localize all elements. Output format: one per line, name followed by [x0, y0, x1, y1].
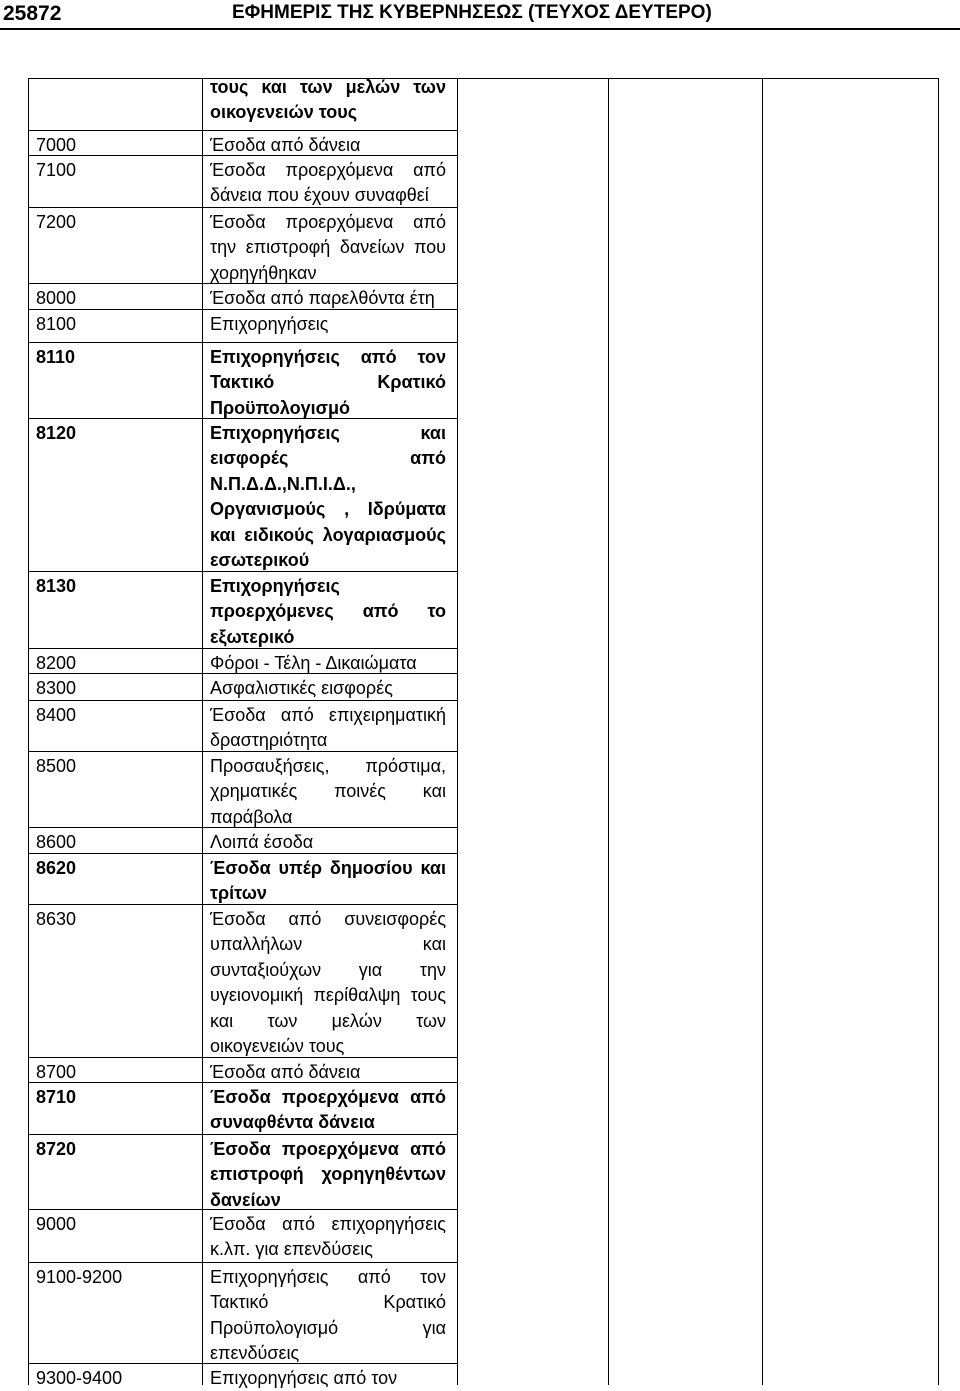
table-row — [28, 907, 458, 1057]
row-separator — [28, 207, 458, 208]
row-separator — [28, 1363, 458, 1364]
row-description: Έσοδα από δάνεια — [210, 135, 361, 155]
table-row — [28, 676, 458, 700]
table-row — [28, 312, 458, 335]
row-code: 8120 — [36, 423, 77, 443]
table-row — [28, 651, 458, 673]
row-description: Ασφαλιστικές εισφορές — [210, 678, 393, 698]
table-row — [28, 1212, 458, 1262]
row-separator — [28, 1262, 458, 1263]
row-description: Έσοδα από παρελθόντα έτη — [210, 288, 435, 308]
table-row — [28, 158, 458, 207]
table-row — [28, 830, 458, 853]
row-description: Επιχορηγήσεις προερχόμενες από το εξωτερικό — [210, 576, 446, 647]
column-divider-3 — [608, 78, 609, 1385]
row-code: 8700 — [36, 1062, 77, 1082]
row-description: Έσοδα προερχόμενα από συναφθέντα δάνεια — [210, 1087, 446, 1133]
row-code: 9100-9200 — [36, 1267, 123, 1287]
row-separator — [28, 853, 458, 854]
row-code: 7100 — [36, 160, 77, 180]
row-code: 8710 — [36, 1087, 77, 1107]
row-separator — [28, 904, 458, 905]
row-description: Έσοδα προερχόμενα από επιστροφή χορηγηθέντων δανείων — [210, 1139, 446, 1210]
row-code: 8200 — [36, 653, 77, 673]
row-separator — [28, 342, 458, 343]
table-row — [28, 703, 458, 751]
row-description: Επιχορηγήσεις από τον Τακτικό Κρατικό Προϋπολογισμό — [210, 347, 446, 418]
header-divider — [0, 28, 960, 30]
row-separator — [28, 700, 458, 701]
row-description: Επιχορηγήσεις από τον — [210, 1368, 398, 1388]
row-code: 8000 — [36, 288, 77, 308]
table-row — [28, 754, 458, 827]
row-separator — [28, 571, 458, 572]
row-description: Επιχορηγήσεις — [210, 314, 329, 334]
table-row — [28, 421, 458, 571]
table-row — [28, 1085, 458, 1134]
row-description: Φόροι - Τέλη - Δικαιώματα — [210, 653, 417, 673]
row-code: 9000 — [36, 1214, 77, 1234]
row-description: Λοιπά έσοδα — [210, 832, 314, 852]
row-separator — [28, 155, 458, 156]
row-code: 8130 — [36, 576, 77, 596]
table-row — [28, 345, 458, 418]
row-separator — [28, 1134, 458, 1135]
row-description: Επιχορηγήσεις από τον Τακτικό Κρατικό Προϋπολογισμό για επενδύσεις — [210, 1267, 446, 1364]
table-row — [28, 1060, 458, 1082]
row-separator — [28, 1082, 458, 1083]
row-code: 8630 — [36, 909, 77, 929]
row-description: Έσοδα προερχόμενα από δάνεια που έχουν συναφθεί — [210, 160, 446, 206]
row-description: Επιχορηγήσεις και εισφορές από Ν.Π.Δ.Δ.,Ν.Π.Ι.Δ., Οργανισμούς , Ιδρύματα και ειδικούς λογαριασμούς εσωτερικού — [210, 423, 446, 571]
table-row — [28, 1137, 458, 1209]
table-row — [28, 1366, 458, 1388]
row-separator — [28, 648, 458, 649]
row-separator — [28, 827, 458, 828]
row-description: Έσοδα προερχόμενα από την επιστροφή δανείων που χορηγήθηκαν — [210, 212, 446, 283]
row-separator — [28, 309, 458, 310]
row-code: 8100 — [36, 314, 77, 334]
table-row — [28, 574, 458, 648]
page-number: 25872 — [3, 2, 62, 25]
row-code: 7200 — [36, 212, 77, 232]
row-separator — [28, 283, 458, 284]
row-code: 8720 — [36, 1139, 77, 1159]
continuation-text: τους και των μελών των οικογενειών τους — [210, 77, 446, 123]
row-separator — [28, 1209, 458, 1210]
row-separator — [28, 418, 458, 419]
column-divider-4 — [762, 78, 763, 1385]
row-code: 9300-9400 — [36, 1368, 123, 1388]
row-description: Έσοδα από δάνεια — [210, 1062, 361, 1082]
table-row — [28, 133, 458, 155]
row-code: 8500 — [36, 756, 77, 776]
table-right-border — [938, 78, 939, 1385]
row-code: 8400 — [36, 705, 77, 725]
row-code: 7000 — [36, 135, 77, 155]
continuation-row — [28, 78, 458, 130]
row-separator — [28, 673, 458, 674]
row-code: 8110 — [36, 347, 76, 367]
row-description: Προσαυξήσεις, πρόστιμα, χρηματικές ποινές και παράβολα — [210, 756, 446, 827]
row-separator — [28, 130, 458, 131]
page-header — [0, 0, 960, 30]
table-row — [28, 856, 458, 904]
row-separator — [28, 1057, 458, 1058]
journal-title: ΕΦΗΜΕΡΙΣ ΤΗΣ ΚΥΒΕΡΝΗΣΕΩΣ (ΤΕΥΧΟΣ ΔΕΥΤΕΡΟ) — [232, 2, 712, 23]
row-description: Έσοδα από συνεισφορές υπαλλήλων και συνταξιούχων για την υγειονομική περίθαλψη τους και των μελών των οικογενειών τους — [210, 909, 446, 1057]
table-row — [28, 210, 458, 283]
row-description: Έσοδα από επιχειρηματική δραστηριότητα — [210, 705, 446, 751]
table-row — [28, 1265, 458, 1363]
row-code: 8600 — [36, 832, 77, 852]
row-separator — [28, 751, 458, 752]
table-row — [28, 286, 458, 309]
row-description: Έσοδα υπέρ δημοσίου και τρίτων — [210, 858, 446, 904]
row-code: 8300 — [36, 678, 77, 698]
row-code: 8620 — [36, 858, 77, 878]
revenue-codes-table — [28, 77, 943, 1388]
row-description: Έσοδα από επιχορηγήσεις κ.λπ. για επενδύσεις — [210, 1214, 446, 1260]
